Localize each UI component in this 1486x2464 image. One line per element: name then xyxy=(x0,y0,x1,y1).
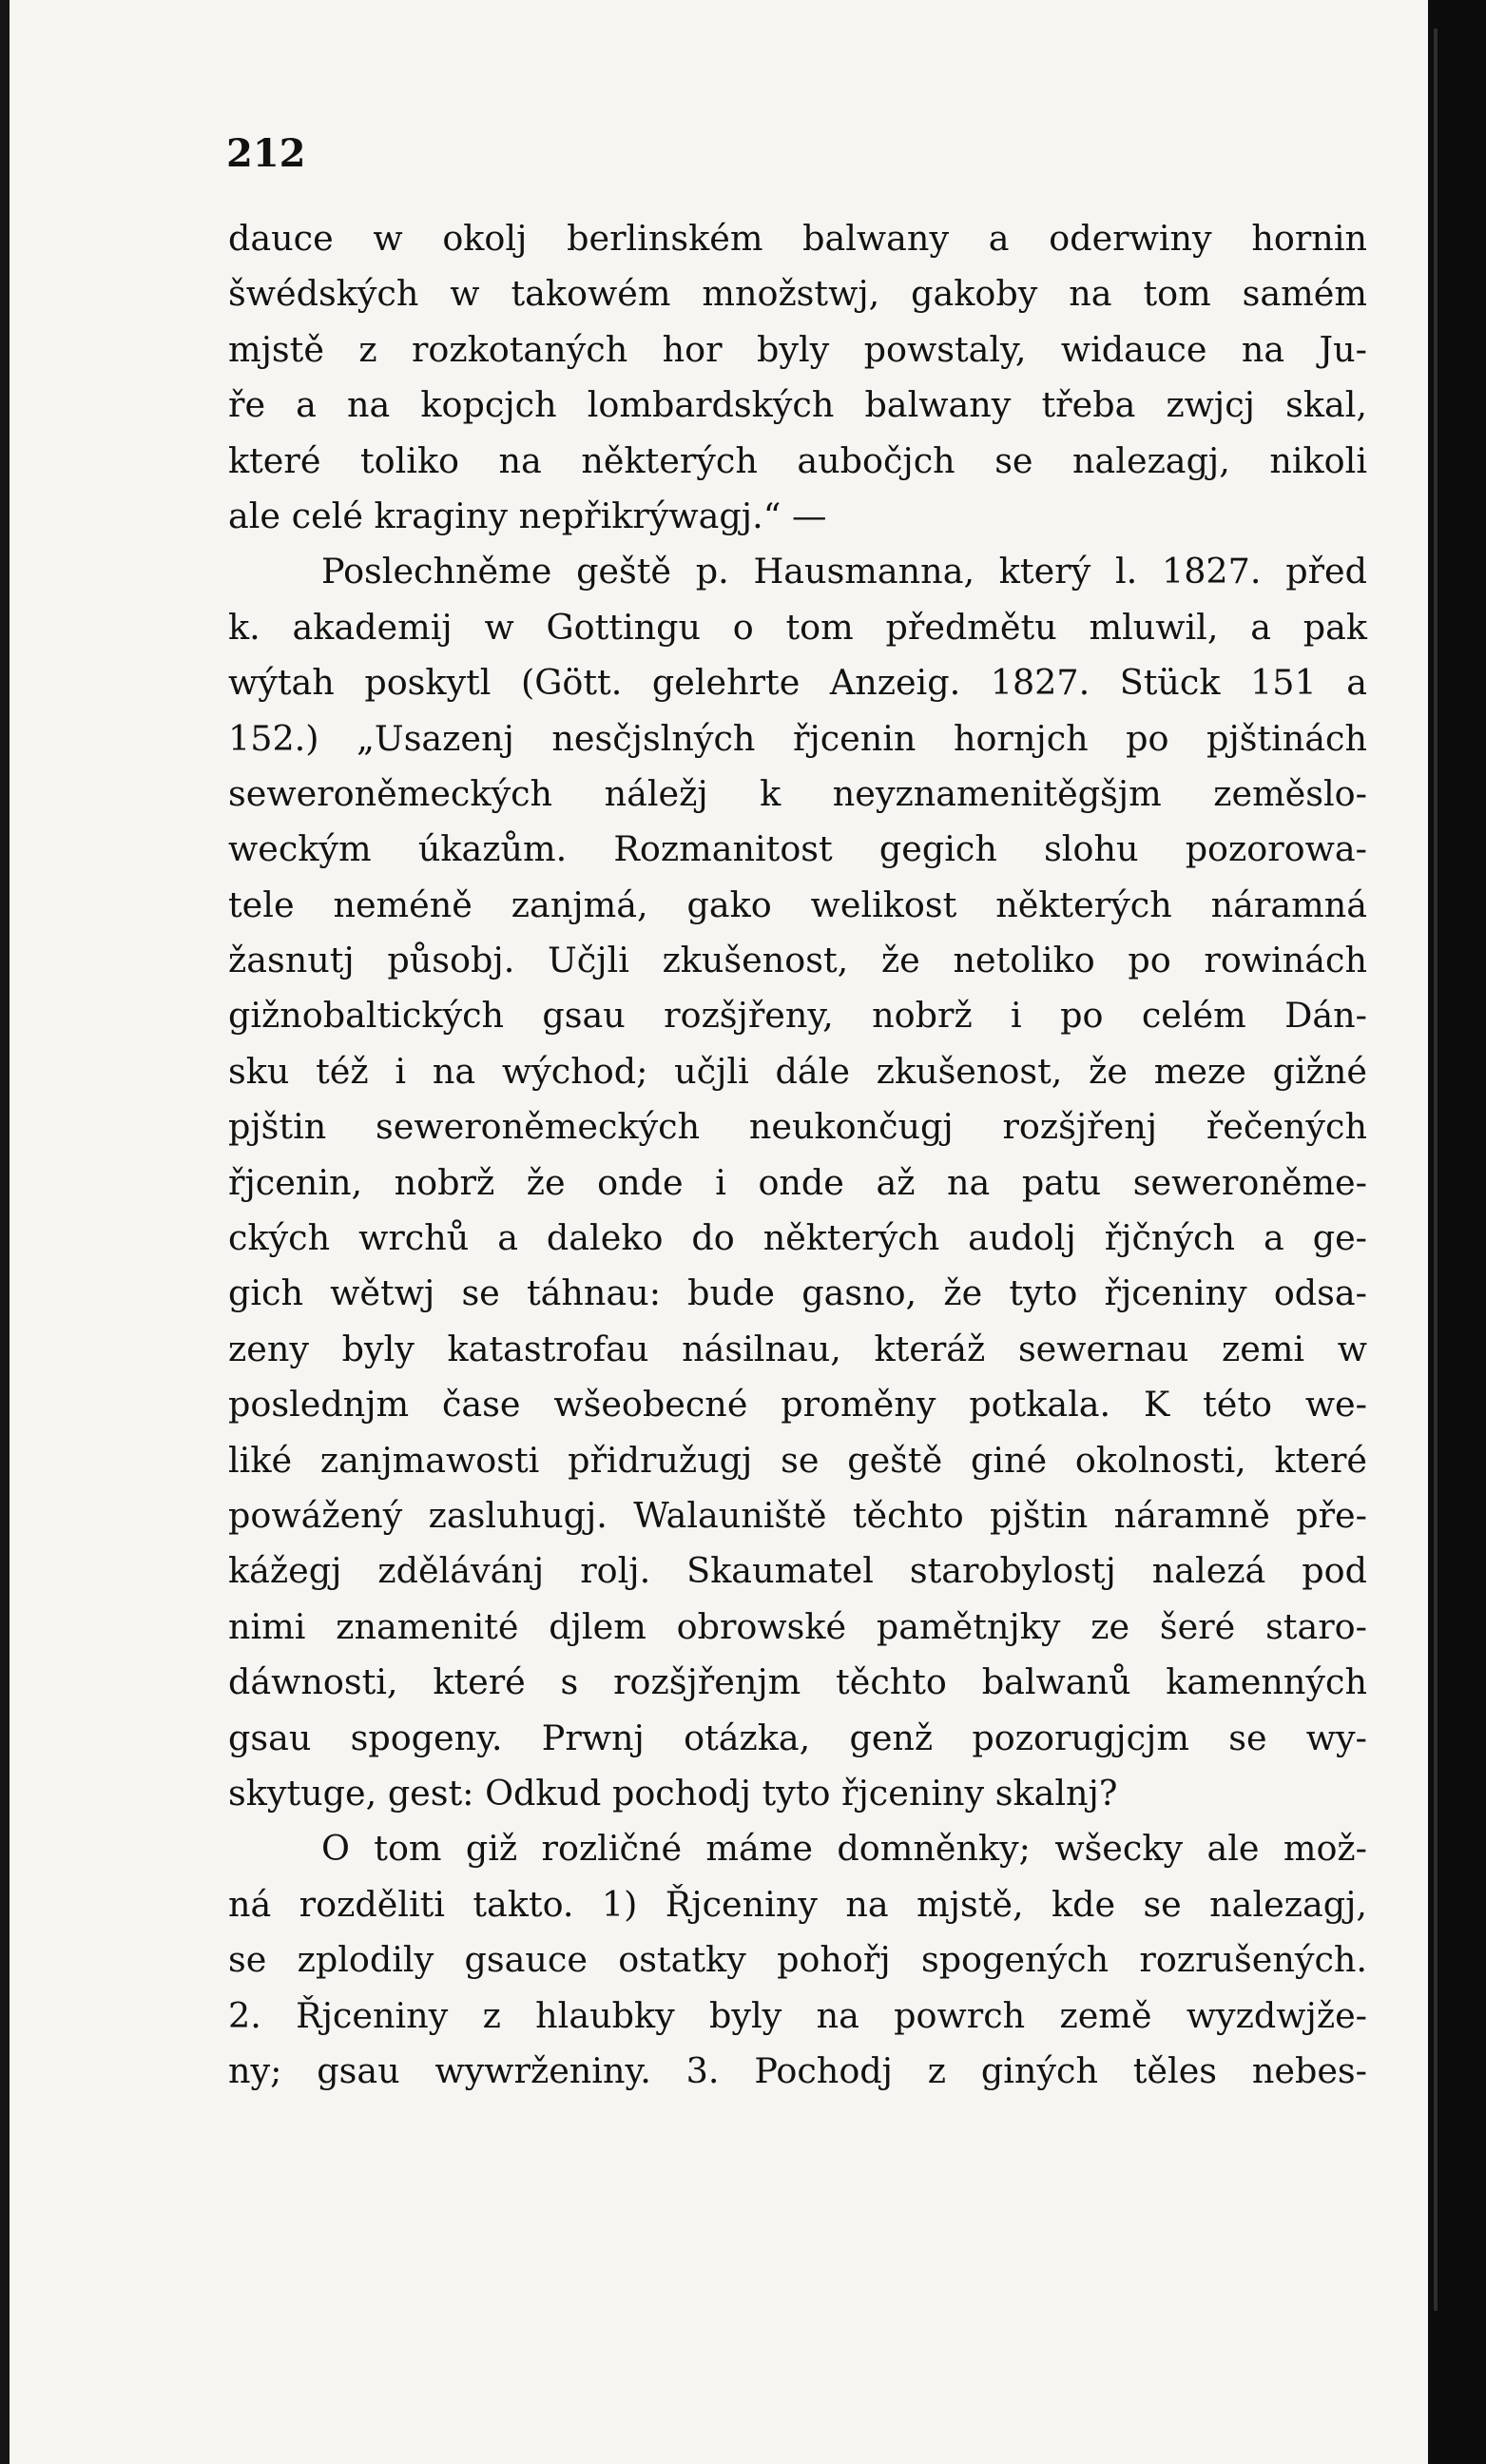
text-line: seweroněmeckých náležj k neyznamenitěgšjm zeměslo- xyxy=(228,772,1367,814)
text-line: weckým úkazům. Rozmanitost gegich slohu pozorowa- xyxy=(228,828,1367,870)
text-line: powážený zasluhugj. Walauniště těchto pjštin náramně pře- xyxy=(228,1494,1367,1536)
text-line: O tom giž rozličné máme domněnky; wšecky ale mož- xyxy=(321,1828,1367,1870)
text-line: skytuge, gest: Odkud pochodj tyto řjceniny skalnj? xyxy=(228,1772,1118,1814)
text-line: gižnobaltických gsau rozšjřeny, nobrž i po celém Dán- xyxy=(228,995,1367,1037)
page-number: 212 xyxy=(226,131,306,176)
text-line: dauce w okolj berlinském balwany a oderwiny hornin xyxy=(228,218,1367,259)
text-line: ná rozděliti takto. 1) Řjceniny na mjstě, kde se nalezagj, xyxy=(228,1883,1367,1925)
text-line: ckých wrchů a daleko do některých audolj řjčných a ge- xyxy=(228,1217,1367,1259)
text-line: wýtah poskytl (Gött. gelehrte Anzeig. 1827. Stück 151 a xyxy=(228,662,1367,704)
text-line: mjstě z rozkotaných hor byly powstaly, widauce na Ju- xyxy=(228,328,1367,370)
text-line: gich wětwj se táhnau: bude gasno, že tyto řjceniny odsa- xyxy=(228,1272,1367,1314)
text-line: zeny byly katastrofau násilnau, kteráž sewernau zemi w xyxy=(228,1328,1367,1369)
body-text xyxy=(228,211,1367,2099)
text-line: gsau spogeny. Prwnj otázka, genž pozorugjcjm se wy- xyxy=(228,1717,1367,1758)
text-line: pjštin seweroněmeckých neukončugj rozšjřenj řečených xyxy=(228,1106,1367,1148)
text-line: které toliko na některých aubočjch se nalezagj, nikoli xyxy=(228,439,1367,481)
text-line: tele neméně zanjmá, gako welikost některých náramná xyxy=(228,883,1367,925)
text-line: ny; gsau wywrženiny. 3. Pochodj z giných těles nebes- xyxy=(228,2049,1367,2091)
text-line: nimi znamenité djlem obrowské pamětnjky ze šeré staro- xyxy=(228,1605,1367,1647)
text-line: 2. Řjceniny z hlaubky byly na powrch země wyzdwjže- xyxy=(228,1994,1367,2036)
text-line: sku též i na wýchod; učjli dále zkušenost, že meze gižné xyxy=(228,1050,1367,1092)
text-line: žasnutj působj. Učjli zkušenost, že netoliko po rowinách xyxy=(228,940,1367,981)
text-line: kážegj zdělávánj rolj. Skaumatel starobylostj nalezá pod xyxy=(228,1550,1367,1592)
text-line: řjcenin, nobrž že onde i onde až na patu seweroněme- xyxy=(228,1161,1367,1203)
text-line: 152.) „Usazenj nesčjslných řjcenin hornjch po pjštinách xyxy=(228,717,1367,759)
text-line: ře a na kopcjch lombardských balwany třeba zwjcj skal, xyxy=(228,384,1367,426)
text-line: dáwnosti, které s rozšjřenjm těchto balwanů kamenných xyxy=(228,1661,1367,1703)
page-edge-strip xyxy=(1434,29,1438,2311)
text-line: šwédských w takowém množstwj, gakoby na tom samém xyxy=(228,273,1367,315)
text-line: se zplodily gsauce ostatky pohořj spogených rozrušených. xyxy=(228,1939,1367,1981)
text-line: Poslechněme geště p. Hausmanna, který l. 1827. před xyxy=(321,551,1367,592)
text-line: ale celé kraginy nepřikrýwagj.“ — xyxy=(228,495,827,536)
text-line: k. akademij w Gottingu o tom předmětu mluwil, a pak xyxy=(228,606,1367,648)
text-line: poslednjm čase wšeobecné proměny potkala. K této we- xyxy=(228,1384,1367,1426)
text-line: liké zanjmawosti přidružugj se geště giné okolnosti, které xyxy=(228,1439,1367,1481)
